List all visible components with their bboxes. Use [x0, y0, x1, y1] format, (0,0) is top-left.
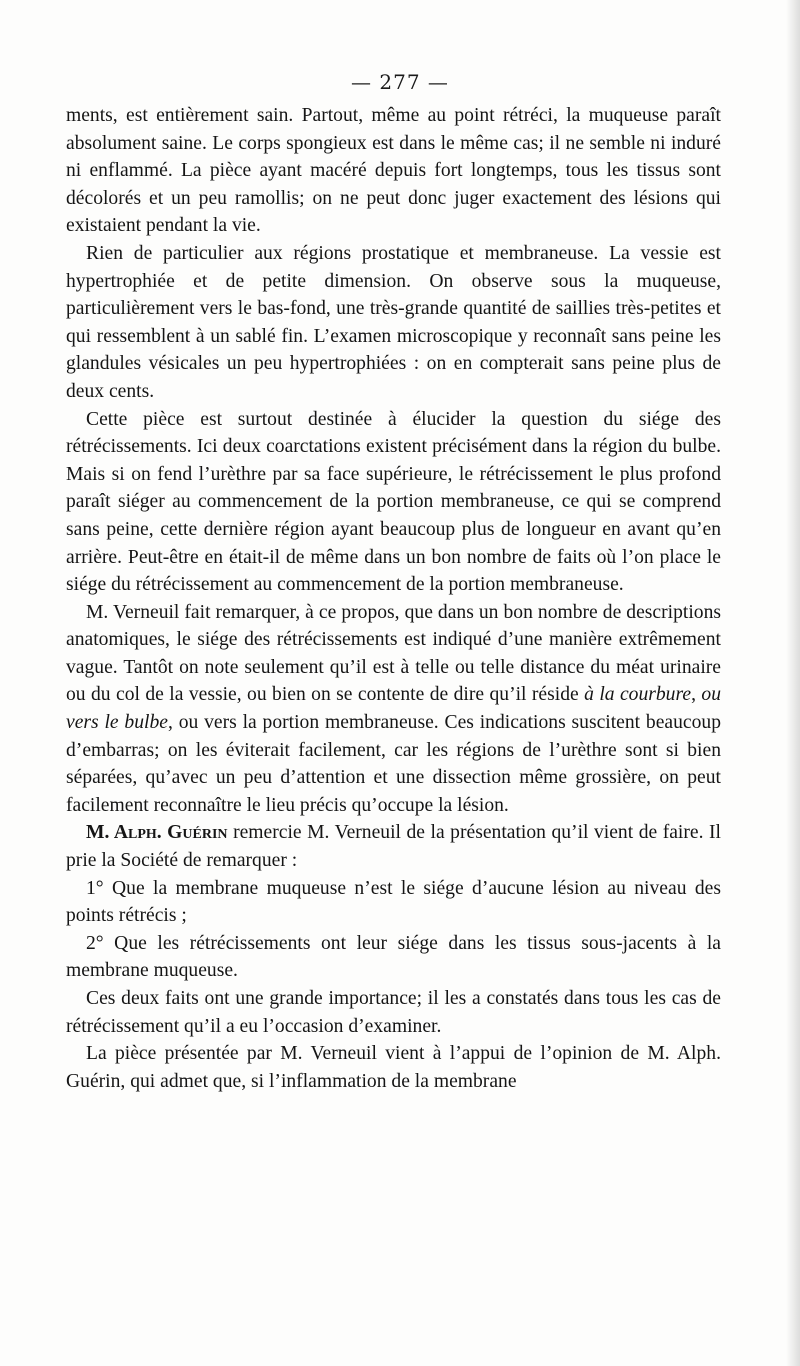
- paragraph-2: Rien de particulier aux régions prostatique et membraneuse. La vessie est hypertrophiée et de petite dimension. On observe sous la muqueuse, particulièrement vers le bas-fond, une très-grande quantité de saillies très-petites et qui ressemblent à un sablé fin. L’examen microscopique y reconnaît sans peine les glandules vésicales un peu hypertrophiées : on en compterait sans peine plus de deux cents.: [66, 242, 721, 402]
- paragraph-4-italic-a: à la courbure: [584, 684, 692, 706]
- speaker-name: M. Alph. Guérin: [86, 822, 228, 844]
- paragraph-5-text: remercie M. Verneuil de la présentation qu’il vient de faire. Il prie la Société de remarquer :: [66, 822, 721, 872]
- page-edge-shadow: [786, 0, 800, 1366]
- paragraph-8: Ces deux faits ont une grande importance; il les a constatés dans tous les cas de rétrécissement qu’il a eu l’occasion d’examiner.: [66, 988, 721, 1037]
- paragraph-4-text-b: , ou vers la portion membraneuse. Ces indications suscitent beaucoup d’embarras; on les éviterait facilement, car les régions de l’urèthre sont si bien séparées, qu’avec un peu d’attention et une dissection même grossière, on peut facilement reconnaître le lieu précis qu’occupe la lésion.: [66, 712, 721, 816]
- paragraph-4-separator: ,: [691, 684, 702, 706]
- paragraph-5: [66, 819, 721, 874]
- page-body: [66, 102, 721, 1095]
- paragraph-1: ments, est entièrement sain. Partout, même au point rétréci, la muqueuse paraît absolument saine. Le corps spongieux est dans le même cas; il ne semble ni induré ni enflammé. La pièce ayant macéré depuis fort longtemps, tous les tissus sont décolorés et un peu ramollis; on ne peut donc juger exactement des lésions qui existaient pendant la vie.: [66, 105, 721, 237]
- page-number: — 277 —: [351, 70, 449, 94]
- paragraph-7: 2° Que les rétrécissements ont leur siége dans les tissus sous-jacents à la membrane muqueuse.: [66, 932, 721, 982]
- paragraph-4-text-a: M. Verneuil fait remarquer, à ce propos, que dans un bon nombre de descriptions anatomiques, le siége des rétrécissements est indiqué d’une manière extrêmement vague. Tantôt on note seulement qu’il est à telle ou telle distance du méat urinaire ou du col de la vessie, ou bien on se contente de dire qu’il réside: [66, 601, 721, 706]
- paragraph-6: 1° Que la membrane muqueuse n’est le siége d’aucune lésion au niveau des points rétrécis ;: [66, 877, 721, 927]
- paragraph-4: [66, 599, 721, 820]
- paragraph-3: Cette pièce est surtout destinée à élucider la question du siége des rétrécissements. Ici deux coarctations existent précisément dans la région du bulbe. Mais si on fend l’urèthre par sa face supérieure, le rétrécissement le plus profond paraît siéger au commencement de la portion membraneuse, ce qui se comprend sans peine, cette dernière région ayant beaucoup plus de longueur en avant qu’en arrière. Peut-être en était-il de même dans un bon nombre de faits où l’on place le siége du rétrécissement au commencement de la portion membraneuse.: [66, 408, 721, 596]
- paragraph-9: La pièce présentée par M. Verneuil vient à l’appui de l’opinion de M. Alph. Guérin, qui admet que, si l’inflammation de la membrane: [66, 1043, 721, 1092]
- paragraph-4-italic-b: ou vers le bulbe: [66, 684, 721, 734]
